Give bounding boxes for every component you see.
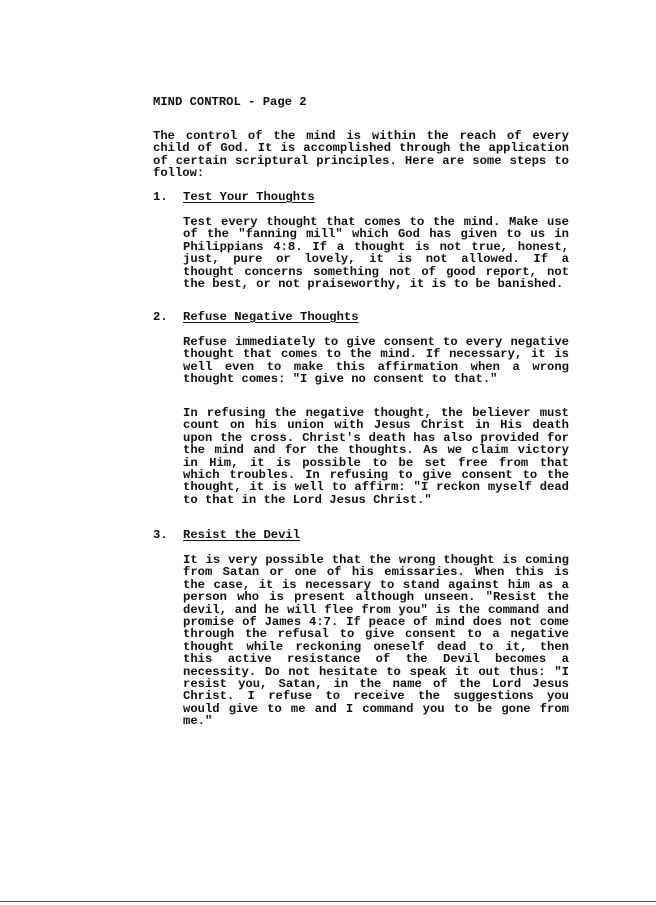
step-2-paragraph-1: Refuse immediately to give consent to every negative thought that comes to the mind. If necessary, it is well even to make this affirmation when a wrong thought comes: "I give no consent to that.": [183, 335, 569, 387]
step-2-title: Refuse Negative Thoughts: [183, 310, 359, 324]
intro-paragraph: The control of the mind is within the reach of every child of God. It is accomplished through the application of certain scriptural principles. Here are some steps to follow:: [153, 129, 569, 181]
step-1-number: 1.: [153, 190, 168, 204]
step-3-number: 3.: [153, 528, 168, 542]
page-header: MIND CONTROL - Page 2: [153, 95, 307, 109]
step-1-title: Test Your Thoughts: [183, 190, 315, 204]
step-2-paragraph-2: In refusing the negative thought, the believer must count on his union with Jesus Christ in His death upon the cross. Christ's death has also provided for the mind and for the thoughts. As we claim victory in Him, it is possible to be set free from that which troubles. In refusing to give consent to the thought, it is well to affirm: "I reckon myself dead to that in the Lord Jesus Christ.": [183, 406, 569, 507]
step-1-paragraph-1: Test every thought that comes to the mind. Make use of the "fanning mill" which God has given to us in Philippians 4:8. If a thought is not true, honest, just, pure or lovely, it is not allowed. If a thought concerns something not of good report, not the best, or not praiseworthy, it is to be banished.: [183, 215, 569, 292]
step-3-title: Resist the Devil: [183, 528, 301, 542]
page-bottom-edge: [0, 901, 656, 902]
step-3-paragraph-1: It is very possible that the wrong thought is coming from Satan or one of his emissaries. When this is the case, it is necessary to stand against him as a person who is present although unseen. "Resist the devil, and he will flee from you" is the command and promise of James 4:7. If peace of mind does not come through the refusal to give consent to a negative thought while reckoning oneself dead to it, then this active resistance of the Devil becomes a necessity. Do not hesitate to speak it out thus: "I resist you, Satan, in the name of the Lord Jesus Christ. I refuse to receive the suggestions you would give to me and I command you to be gone from me.": [183, 553, 569, 729]
step-2-number: 2.: [153, 310, 168, 324]
